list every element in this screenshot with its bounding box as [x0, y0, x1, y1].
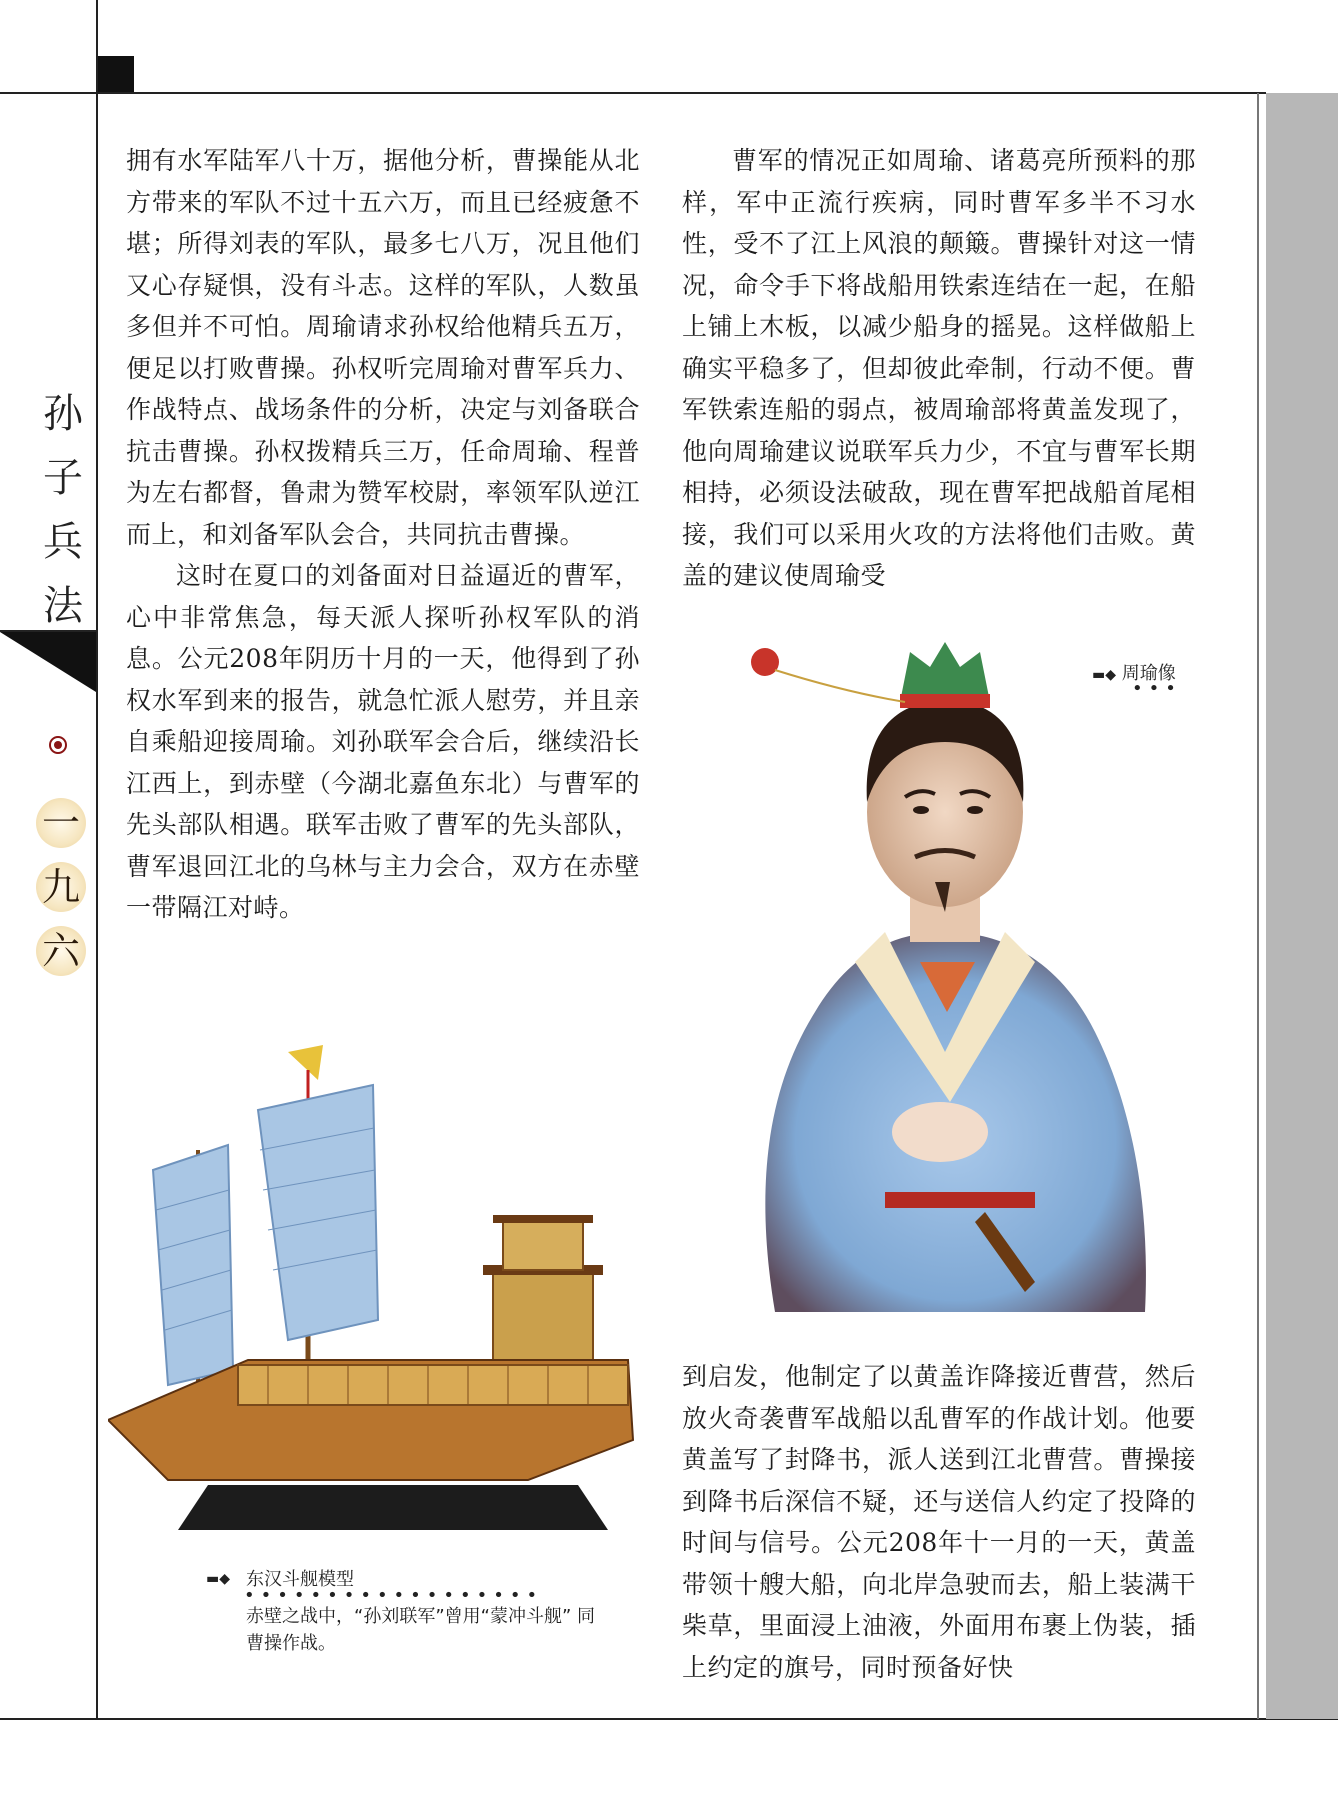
paragraph: 这时在夏口的刘备面对日益逼近的曹军，心中非常焦急，每天派人探听孙权军队的消息。公元208年阴历十月的一天，他得到了孙权水军到来的报告，就急忙派人慰劳，并且亲自乘船迎接周瑜。刘孙联军会合后，继续沿长江西上，到赤壁（今湖北嘉鱼东北）与曹军的先头部队相遇。联军击败了曹军的先头部队，曹军退回江北的乌林与主力会合，双方在赤壁一带隔江对峙。 [126, 561, 640, 922]
book-title-char: 孙 [43, 391, 83, 437]
right-edge-bar [1266, 93, 1338, 1719]
eastern-han-warship-model-image [108, 1040, 648, 1540]
paragraph: 到启发，他制定了以黄盖诈降接近曹营，然后放火奇袭曹军战船以乱曹军的作战计划。他要黄盖写了封降书，派人送到江北曹营。曹操接到降书后深信不疑，还与送信人约定了投降的时间与信号。公元208年十一月的一天，黄盖带领十艘大船，向北岸急驶而去，船上装满干柴草，里面浸上油液，外面用布裹上伪装，插上约定的旗号，同时预备好快 [682, 1362, 1196, 1682]
portrait-caption-title: 周瑜像 [1121, 663, 1176, 684]
right-text-column-bottom [682, 1356, 1196, 1688]
bullet-dot-icon [49, 736, 67, 754]
caption-pointer-icon: ▬◆ [206, 1571, 230, 1587]
ship-caption-description: 赤壁之战中，“孙刘联军”曾用“蒙冲斗舰” 同曹操作战。 [246, 1606, 596, 1654]
page-number-char: 九 [36, 862, 86, 912]
paragraph: 拥有水军陆军八十万，据他分析，曹操能从北方带来的军队不过十五六万，而且已经疲惫不堪；所得刘表的军队，最多七八万，况且他们又心存疑惧，没有斗志。这样的军队，人数虽多但并不可怕。周瑜请求孙权给他精兵五万，便足以打败曹操。孙权听完周瑜对曹军兵力、作战特点、战场条件的分析，决定与刘备联合抗击曹操。孙权拨精兵三万，任命周瑜、程普为左右都督，鲁肃为赞军校尉，率领军队逆江而上，和刘备军队会合，共同抗击曹操。 [126, 146, 640, 549]
paragraph: 曹军的情况正如周瑜、诸葛亮所预料的那样，军中正流行疾病，同时曹军多半不习水性，受不了江上风浪的颠簸。曹操针对这一情况，命令手下将战船用铁索连结在一起，在船上铺上木板，以减少船身的摇晃。这样做船上确实平稳多了，但却彼此牵制，行动不便。曹军铁索连船的弱点，被周瑜部将黄盖发现了，他向周瑜建议说联军兵力少，不宜与曹军长期相持，必须设法破敌，现在曹军把战船首尾相接，我们可以采用火攻的方法将他们击败。黄盖的建议使周瑜受 [682, 146, 1196, 590]
book-title-vertical [30, 382, 96, 638]
left-text-column [126, 140, 640, 929]
zhou-yu-portrait-image [735, 632, 1160, 1312]
corner-block [98, 56, 134, 92]
header-rule [0, 92, 1266, 94]
footer-rule [0, 1718, 1338, 1720]
book-title-char: 法 [43, 583, 83, 629]
ship-caption-title: 东汉斗舰模型 [246, 1569, 354, 1590]
right-edge-rule [1257, 93, 1259, 1719]
black-wedge-ornament [0, 632, 96, 692]
caption-dots: ••• [1132, 678, 1182, 699]
caption-pointer-icon: ▬◆ [1092, 667, 1116, 683]
caption-dots: •••••••••••••••••• [244, 1585, 544, 1606]
ship-caption [206, 1566, 596, 1657]
page-number-char: 一 [36, 798, 86, 848]
book-title-char: 兵 [43, 519, 83, 565]
left-margin-rule [96, 0, 98, 1720]
right-text-column-top [682, 140, 1196, 597]
book-title-char: 子 [43, 455, 83, 501]
page-number-char: 六 [36, 926, 86, 976]
ship-caption-title-row [206, 1566, 596, 1593]
